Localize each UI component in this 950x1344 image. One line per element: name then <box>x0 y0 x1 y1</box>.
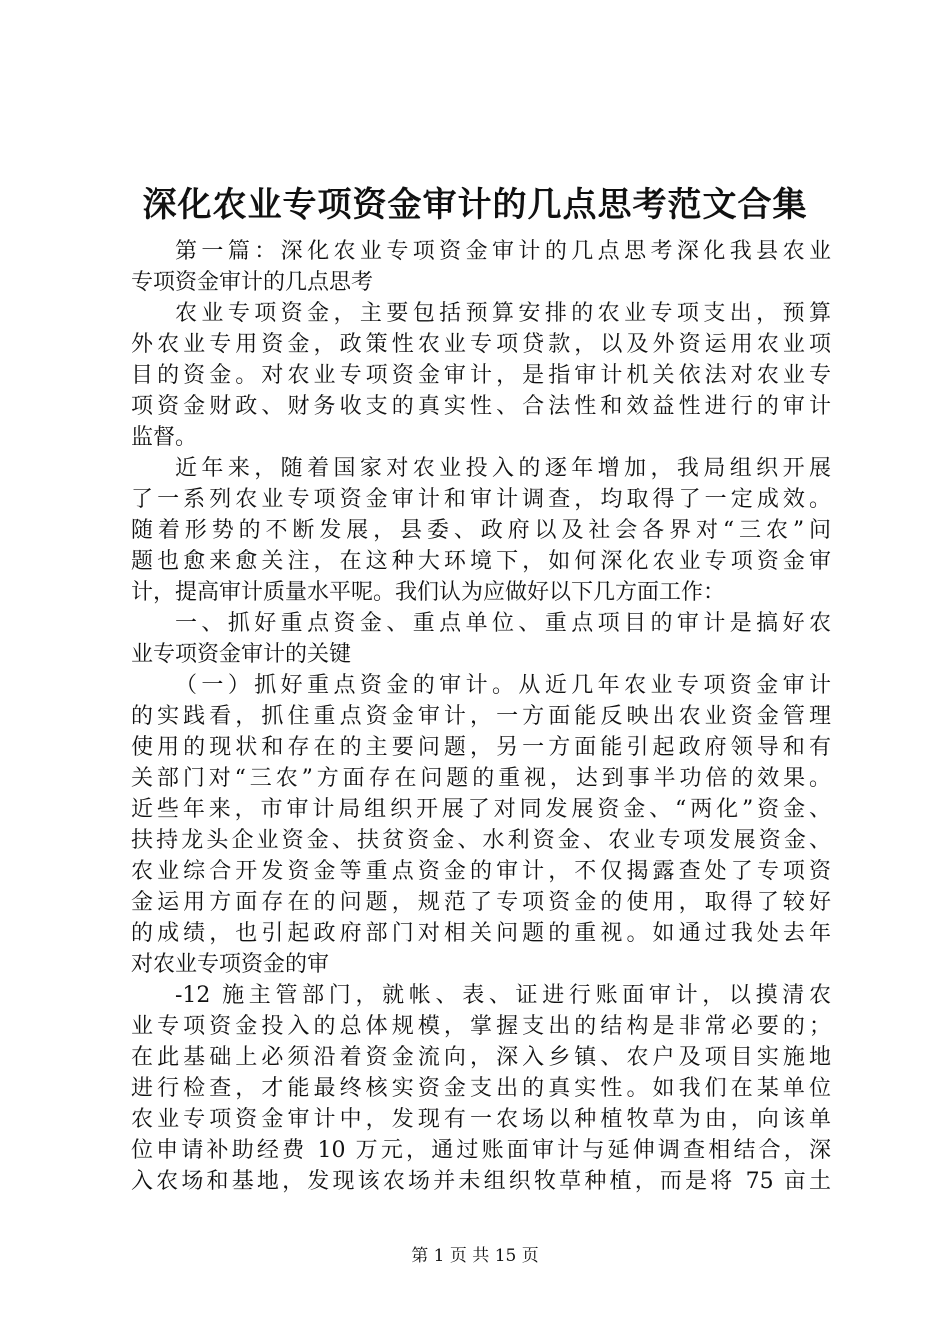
body-line: （一）抓好重点资金的审计。从近几年农业专项资金审计 <box>175 673 831 698</box>
body-line: 金运用方面存在的问题，规范了专项资金的使用，取得了较好 <box>131 890 831 915</box>
body-line: 业专项资金审计的关键 <box>131 642 352 667</box>
body-line: 业专项资金投入的总体规模，掌握支出的结构是非常必要的； <box>131 1014 831 1039</box>
body-line: 农业专项资金，主要包括预算安排的农业专项支出，预算 <box>175 301 831 326</box>
document-title: 深化农业专项资金审计的几点思考范文合集 <box>142 185 808 225</box>
body-line: 目的资金。对农业专项资金审计，是指审计机关依法对农业专 <box>131 363 831 388</box>
body-line: 的成绩，也引起政府部门对相关问题的重视。如通过我处去年 <box>131 921 831 946</box>
body-line: 进行检查，才能最终核实资金支出的真实性。如我们在某单位 <box>131 1076 831 1101</box>
body-line: 农业综合开发资金等重点资金的审计，不仅揭露查处了专项资 <box>131 859 831 884</box>
body-line: 关部门对“三农”方面存在问题的重视，达到事半功倍的效果。 <box>131 766 831 791</box>
body-line: 近些年来，市审计局组织开展了对同发展资金、“两化”资金、 <box>131 797 831 822</box>
body-line: 专项资金审计的几点思考 <box>131 270 374 295</box>
body-line: 对农业专项资金的审 <box>131 952 330 977</box>
body-line: 在此基础上必须沿着资金流向，深入乡镇、农户及项目实施地 <box>131 1045 831 1070</box>
body-line: 第一篇：深化农业专项资金审计的几点思考深化我县农业 <box>175 239 831 264</box>
body-line: 使用的现状和存在的主要问题，另一方面能引起政府领导和有 <box>131 735 831 760</box>
body-line: 题也愈来愈关注，在这种大环境下，如何深化农业专项资金审 <box>131 549 831 574</box>
body-line: 的实践看，抓住重点资金审计，一方面能反映出农业资金管理 <box>131 704 831 729</box>
body-line: 项资金财政、财务收支的真实性、合法性和效益性进行的审计 <box>131 394 831 419</box>
body-line: -12 施主管部门，就帐、表、证进行账面审计，以摸清农 <box>175 983 831 1008</box>
body-line: 监督。 <box>131 425 198 450</box>
body-line: 计，提高审计质量水平呢。我们认为应做好以下几方面工作： <box>131 580 726 605</box>
body-line: 扶持龙头企业资金、扶贫资金、水利资金、农业专项发展资金、 <box>131 828 831 853</box>
body-line: 外农业专用资金，政策性农业专项贷款，以及外资运用农业项 <box>131 332 831 357</box>
body-line: 一、抓好重点资金、重点单位、重点项目的审计是搞好农 <box>175 611 831 636</box>
body-line: 近年来，随着国家对农业投入的逐年增加，我局组织开展 <box>175 456 831 481</box>
body-line: 随着形势的不断发展，县委、政府以及社会各界对“三农”问 <box>131 518 831 543</box>
body-line: 入农场和基地，发现该农场并未组织牧草种植，而是将 75 亩土 <box>131 1169 831 1194</box>
body-line: 位申请补助经费 10 万元，通过账面审计与延伸调查相结合，深 <box>131 1138 831 1163</box>
body-line: 了一系列农业专项资金审计和审计调查，均取得了一定成效。 <box>131 487 831 512</box>
page-footer: 第 1 页 共 15 页 <box>411 1246 539 1266</box>
body-line: 农业专项资金审计中，发现有一农场以种植牧草为由，向该单 <box>131 1107 831 1132</box>
document-body <box>131 236 831 1197</box>
